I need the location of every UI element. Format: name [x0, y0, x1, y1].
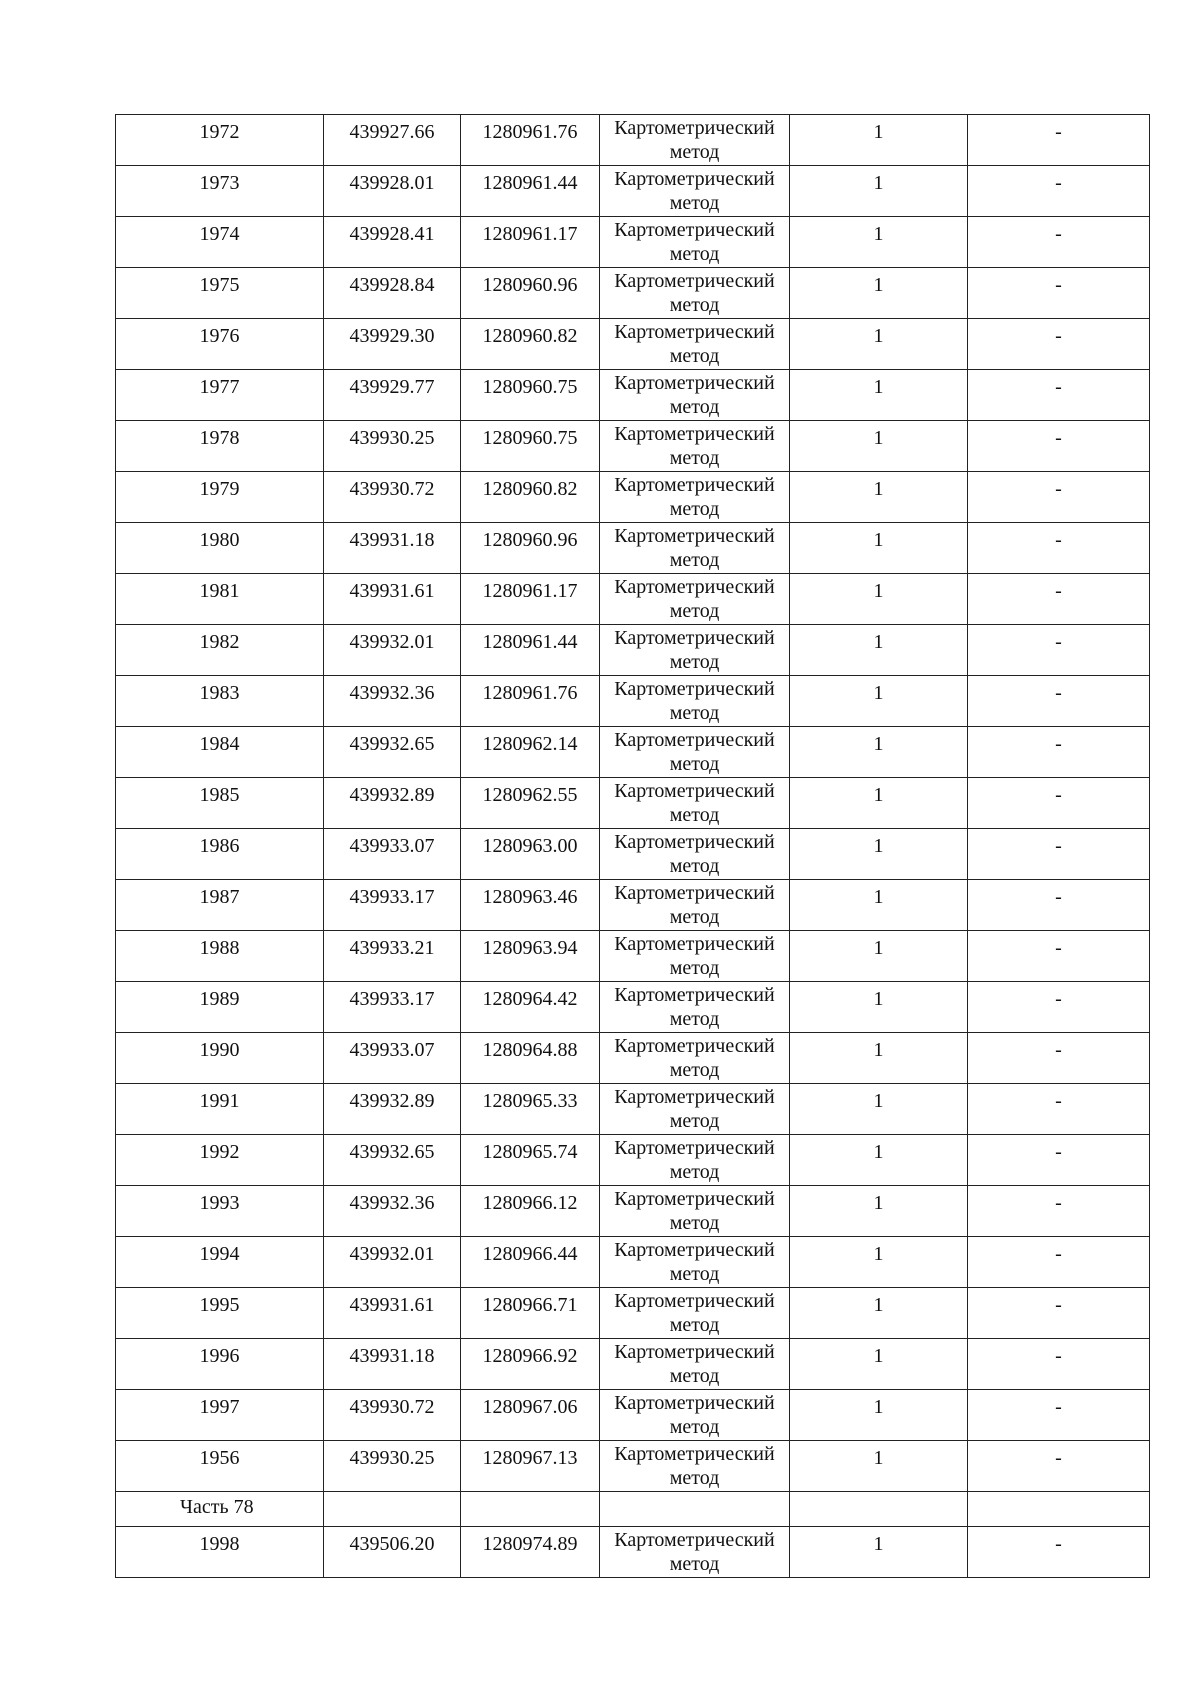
point-number-cell: 1956	[116, 1441, 324, 1492]
method-cell: Картометрический метод	[600, 625, 790, 676]
table-row	[116, 115, 1150, 166]
empty-cell	[461, 1492, 600, 1527]
accuracy-cell: 1	[790, 1339, 968, 1390]
x-coordinate-cell: 439931.18	[324, 523, 461, 574]
y-coordinate-cell: 1280965.74	[461, 1135, 600, 1186]
point-number-cell: 1976	[116, 319, 324, 370]
accuracy-cell: 1	[790, 574, 968, 625]
method-cell: Картометрический метод	[600, 1527, 790, 1578]
accuracy-cell: 1	[790, 166, 968, 217]
point-number-cell: 1990	[116, 1033, 324, 1084]
accuracy-cell: 1	[790, 727, 968, 778]
x-coordinate-cell: 439930.72	[324, 1390, 461, 1441]
method-cell: Картометрический метод	[600, 880, 790, 931]
table-row	[116, 166, 1150, 217]
method-cell: Картометрический метод	[600, 676, 790, 727]
point-number-cell: 1994	[116, 1237, 324, 1288]
table-row	[116, 880, 1150, 931]
y-coordinate-cell: 1280966.71	[461, 1288, 600, 1339]
y-coordinate-cell: 1280963.94	[461, 931, 600, 982]
x-coordinate-cell: 439927.66	[324, 115, 461, 166]
method-cell: Картометрический метод	[600, 727, 790, 778]
point-number-cell: 1981	[116, 574, 324, 625]
note-cell: -	[968, 1237, 1150, 1288]
point-number-cell: 1993	[116, 1186, 324, 1237]
y-coordinate-cell: 1280966.92	[461, 1339, 600, 1390]
note-cell: -	[968, 778, 1150, 829]
note-cell: -	[968, 523, 1150, 574]
note-cell: -	[968, 319, 1150, 370]
note-cell: -	[968, 115, 1150, 166]
method-cell: Картометрический метод	[600, 217, 790, 268]
x-coordinate-cell: 439931.61	[324, 574, 461, 625]
coordinates-table	[115, 114, 1150, 1578]
note-cell: -	[968, 1288, 1150, 1339]
x-coordinate-cell: 439932.36	[324, 676, 461, 727]
y-coordinate-cell: 1280961.44	[461, 166, 600, 217]
point-number-cell: 1975	[116, 268, 324, 319]
method-cell: Картометрический метод	[600, 115, 790, 166]
empty-cell	[324, 1492, 461, 1527]
y-coordinate-cell: 1280961.44	[461, 625, 600, 676]
accuracy-cell: 1	[790, 115, 968, 166]
method-cell: Картометрический метод	[600, 1237, 790, 1288]
method-cell: Картометрический метод	[600, 1339, 790, 1390]
note-cell: -	[968, 1339, 1150, 1390]
table-row	[116, 1237, 1150, 1288]
note-cell: -	[968, 676, 1150, 727]
x-coordinate-cell: 439933.21	[324, 931, 461, 982]
y-coordinate-cell: 1280961.76	[461, 676, 600, 727]
note-cell: -	[968, 880, 1150, 931]
method-cell: Картометрический метод	[600, 1084, 790, 1135]
note-cell: -	[968, 1135, 1150, 1186]
x-coordinate-cell: 439932.89	[324, 1084, 461, 1135]
table-row	[116, 1390, 1150, 1441]
note-cell: -	[968, 1527, 1150, 1578]
y-coordinate-cell: 1280960.75	[461, 421, 600, 472]
accuracy-cell: 1	[790, 829, 968, 880]
table-row	[116, 319, 1150, 370]
accuracy-cell: 1	[790, 268, 968, 319]
table-row	[116, 1288, 1150, 1339]
x-coordinate-cell: 439930.25	[324, 1441, 461, 1492]
y-coordinate-cell: 1280967.13	[461, 1441, 600, 1492]
method-cell: Картометрический метод	[600, 370, 790, 421]
y-coordinate-cell: 1280965.33	[461, 1084, 600, 1135]
accuracy-cell: 1	[790, 472, 968, 523]
y-coordinate-cell: 1280960.75	[461, 370, 600, 421]
method-cell: Картометрический метод	[600, 1441, 790, 1492]
accuracy-cell: 1	[790, 1288, 968, 1339]
accuracy-cell: 1	[790, 1527, 968, 1578]
method-cell: Картометрический метод	[600, 421, 790, 472]
accuracy-cell: 1	[790, 1135, 968, 1186]
part-label: Часть 78	[116, 1492, 324, 1527]
x-coordinate-cell: 439506.20	[324, 1527, 461, 1578]
x-coordinate-cell: 439932.89	[324, 778, 461, 829]
x-coordinate-cell: 439933.17	[324, 982, 461, 1033]
method-cell: Картометрический метод	[600, 778, 790, 829]
x-coordinate-cell: 439933.07	[324, 1033, 461, 1084]
accuracy-cell: 1	[790, 523, 968, 574]
accuracy-cell: 1	[790, 1441, 968, 1492]
y-coordinate-cell: 1280963.46	[461, 880, 600, 931]
accuracy-cell: 1	[790, 1237, 968, 1288]
accuracy-cell: 1	[790, 421, 968, 472]
accuracy-cell: 1	[790, 625, 968, 676]
method-cell: Картометрический метод	[600, 1390, 790, 1441]
x-coordinate-cell: 439932.65	[324, 727, 461, 778]
y-coordinate-cell: 1280961.17	[461, 217, 600, 268]
x-coordinate-cell: 439932.01	[324, 1237, 461, 1288]
table-row	[116, 1084, 1150, 1135]
method-cell: Картометрический метод	[600, 982, 790, 1033]
table-row	[116, 1441, 1150, 1492]
point-number-cell: 1985	[116, 778, 324, 829]
note-cell: -	[968, 1441, 1150, 1492]
method-cell: Картометрический метод	[600, 523, 790, 574]
empty-cell	[790, 1492, 968, 1527]
table-row	[116, 1033, 1150, 1084]
method-cell: Картометрический метод	[600, 166, 790, 217]
point-number-cell: 1989	[116, 982, 324, 1033]
y-coordinate-cell: 1280961.76	[461, 115, 600, 166]
note-cell: -	[968, 166, 1150, 217]
accuracy-cell: 1	[790, 1033, 968, 1084]
point-number-cell: 1987	[116, 880, 324, 931]
table-row	[116, 778, 1150, 829]
y-coordinate-cell: 1280966.12	[461, 1186, 600, 1237]
empty-cell	[968, 1492, 1150, 1527]
accuracy-cell: 1	[790, 1390, 968, 1441]
table-row	[116, 268, 1150, 319]
method-cell: Картометрический метод	[600, 1033, 790, 1084]
table-row	[116, 370, 1150, 421]
note-cell: -	[968, 982, 1150, 1033]
y-coordinate-cell: 1280960.96	[461, 523, 600, 574]
note-cell: -	[968, 727, 1150, 778]
note-cell: -	[968, 1186, 1150, 1237]
table-row	[116, 472, 1150, 523]
table-row	[116, 982, 1150, 1033]
point-number-cell: 1973	[116, 166, 324, 217]
table-row	[116, 727, 1150, 778]
point-number-cell: 1978	[116, 421, 324, 472]
accuracy-cell: 1	[790, 217, 968, 268]
point-number-cell: 1995	[116, 1288, 324, 1339]
method-cell: Картометрический метод	[600, 268, 790, 319]
point-number-cell: 1977	[116, 370, 324, 421]
empty-cell	[600, 1492, 790, 1527]
point-number-cell: 1980	[116, 523, 324, 574]
accuracy-cell: 1	[790, 1186, 968, 1237]
x-coordinate-cell: 439932.01	[324, 625, 461, 676]
accuracy-cell: 1	[790, 319, 968, 370]
table-row	[116, 1527, 1150, 1578]
note-cell: -	[968, 268, 1150, 319]
note-cell: -	[968, 217, 1150, 268]
note-cell: -	[968, 931, 1150, 982]
y-coordinate-cell: 1280960.82	[461, 319, 600, 370]
point-number-cell: 1997	[116, 1390, 324, 1441]
x-coordinate-cell: 439933.17	[324, 880, 461, 931]
x-coordinate-cell: 439930.72	[324, 472, 461, 523]
table-row	[116, 574, 1150, 625]
x-coordinate-cell: 439928.84	[324, 268, 461, 319]
table-row	[116, 1339, 1150, 1390]
x-coordinate-cell: 439933.07	[324, 829, 461, 880]
point-number-cell: 1986	[116, 829, 324, 880]
point-number-cell: 1972	[116, 115, 324, 166]
x-coordinate-cell: 439929.30	[324, 319, 461, 370]
y-coordinate-cell: 1280967.06	[461, 1390, 600, 1441]
point-number-cell: 1996	[116, 1339, 324, 1390]
x-coordinate-cell: 439930.25	[324, 421, 461, 472]
table-row	[116, 625, 1150, 676]
method-cell: Картометрический метод	[600, 829, 790, 880]
y-coordinate-cell: 1280974.89	[461, 1527, 600, 1578]
y-coordinate-cell: 1280960.96	[461, 268, 600, 319]
table-row	[116, 421, 1150, 472]
table-row	[116, 217, 1150, 268]
table-row	[116, 676, 1150, 727]
point-number-cell: 1998	[116, 1527, 324, 1578]
method-cell: Картометрический метод	[600, 1186, 790, 1237]
point-number-cell: 1979	[116, 472, 324, 523]
x-coordinate-cell: 439929.77	[324, 370, 461, 421]
y-coordinate-cell: 1280962.14	[461, 727, 600, 778]
accuracy-cell: 1	[790, 1084, 968, 1135]
method-cell: Картометрический метод	[600, 1135, 790, 1186]
note-cell: -	[968, 1390, 1150, 1441]
accuracy-cell: 1	[790, 370, 968, 421]
note-cell: -	[968, 370, 1150, 421]
y-coordinate-cell: 1280961.17	[461, 574, 600, 625]
accuracy-cell: 1	[790, 676, 968, 727]
accuracy-cell: 1	[790, 778, 968, 829]
accuracy-cell: 1	[790, 982, 968, 1033]
point-number-cell: 1992	[116, 1135, 324, 1186]
y-coordinate-cell: 1280963.00	[461, 829, 600, 880]
x-coordinate-cell: 439932.36	[324, 1186, 461, 1237]
coordinates-table-body	[116, 115, 1150, 1578]
method-cell: Картометрический метод	[600, 931, 790, 982]
note-cell: -	[968, 625, 1150, 676]
note-cell: -	[968, 421, 1150, 472]
point-number-cell: 1984	[116, 727, 324, 778]
note-cell: -	[968, 1084, 1150, 1135]
table-row	[116, 1135, 1150, 1186]
method-cell: Картометрический метод	[600, 1288, 790, 1339]
part-header-row	[116, 1492, 1150, 1527]
note-cell: -	[968, 574, 1150, 625]
y-coordinate-cell: 1280964.88	[461, 1033, 600, 1084]
accuracy-cell: 1	[790, 931, 968, 982]
x-coordinate-cell: 439931.61	[324, 1288, 461, 1339]
method-cell: Картометрический метод	[600, 472, 790, 523]
y-coordinate-cell: 1280962.55	[461, 778, 600, 829]
y-coordinate-cell: 1280966.44	[461, 1237, 600, 1288]
note-cell: -	[968, 1033, 1150, 1084]
table-row	[116, 829, 1150, 880]
x-coordinate-cell: 439928.01	[324, 166, 461, 217]
y-coordinate-cell: 1280960.82	[461, 472, 600, 523]
note-cell: -	[968, 829, 1150, 880]
table-row	[116, 1186, 1150, 1237]
point-number-cell: 1991	[116, 1084, 324, 1135]
table-row	[116, 523, 1150, 574]
note-cell: -	[968, 472, 1150, 523]
accuracy-cell: 1	[790, 880, 968, 931]
y-coordinate-cell: 1280964.42	[461, 982, 600, 1033]
method-cell: Картометрический метод	[600, 574, 790, 625]
point-number-cell: 1988	[116, 931, 324, 982]
point-number-cell: 1974	[116, 217, 324, 268]
point-number-cell: 1983	[116, 676, 324, 727]
point-number-cell: 1982	[116, 625, 324, 676]
x-coordinate-cell: 439931.18	[324, 1339, 461, 1390]
x-coordinate-cell: 439932.65	[324, 1135, 461, 1186]
table-row	[116, 931, 1150, 982]
method-cell: Картометрический метод	[600, 319, 790, 370]
x-coordinate-cell: 439928.41	[324, 217, 461, 268]
